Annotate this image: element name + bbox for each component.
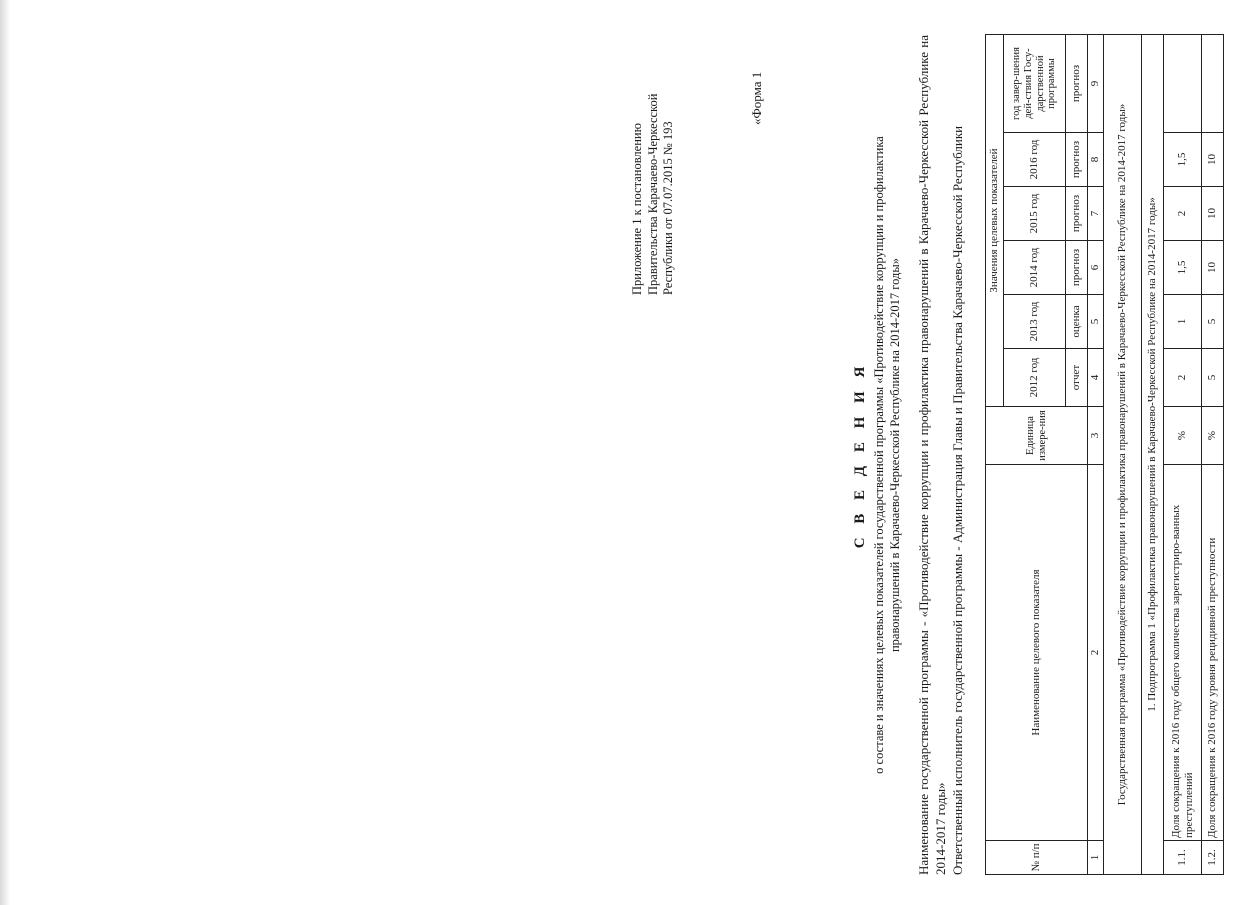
table-row bbox=[1164, 35, 1202, 875]
table-row bbox=[1202, 35, 1224, 875]
row-value-2013: 1 bbox=[1164, 295, 1202, 349]
row-value-2015: 2 bbox=[1164, 187, 1202, 241]
column-number: 2 bbox=[1088, 465, 1104, 841]
header-number: № п/п bbox=[986, 841, 1088, 875]
header-indicator-name: Наименование целевого показателя bbox=[986, 465, 1088, 841]
row-value-2014: 10 bbox=[1202, 241, 1224, 295]
row-indicator-name: Доля сокращения к 2016 году уровня рецидивной преступности bbox=[1202, 465, 1224, 841]
header-values: Значения целевых показателей bbox=[986, 35, 1004, 407]
row-value-2014: 1,5 bbox=[1164, 241, 1202, 295]
header-estimate-type: оценка bbox=[1066, 295, 1088, 349]
program-name: Наименование государственной программы - «Противодействие коррупции и профилактика правонарушений в Карачаево-Черкесской Республике на 2014-2017 годы» bbox=[916, 35, 948, 875]
header-year-2016: 2016 год bbox=[1004, 133, 1066, 187]
column-number: 3 bbox=[1088, 407, 1104, 465]
row-value-completion bbox=[1202, 35, 1224, 133]
row-unit: % bbox=[1202, 407, 1224, 465]
form-label: «Форма 1 bbox=[749, 71, 764, 125]
row-unit: % bbox=[1164, 407, 1202, 465]
header-year-2015: 2015 год bbox=[1004, 187, 1066, 241]
header-year-2014: 2014 год bbox=[1004, 241, 1066, 295]
indicators-table bbox=[985, 34, 1224, 875]
subprogram-row bbox=[1142, 35, 1164, 875]
row-value-2016: 10 bbox=[1202, 133, 1224, 187]
header-completion-year: год завер-шения дей-ствия Госу-дарственной программы bbox=[1004, 35, 1066, 133]
column-number: 4 bbox=[1088, 349, 1104, 407]
row-value-2012: 5 bbox=[1202, 349, 1224, 407]
row-value-2015: 10 bbox=[1202, 187, 1224, 241]
column-number: 1 bbox=[1088, 841, 1104, 875]
column-number: 5 bbox=[1088, 295, 1104, 349]
column-number: 9 bbox=[1088, 35, 1104, 133]
responsible-executor: Ответственный исполнитель государственной программы - Администрация Главы и Правительства Карачаево-Черкесской Республики bbox=[949, 125, 965, 875]
column-number: 7 bbox=[1088, 187, 1104, 241]
header-year-2013: 2013 год bbox=[1004, 295, 1066, 349]
annex-line-3: Республики от 07.07.2015 № 193 bbox=[661, 121, 676, 295]
header-estimate-type: прогноз bbox=[1066, 35, 1088, 133]
row-value-completion bbox=[1164, 35, 1202, 133]
document-subtitle: о составе и значениях целевых показателей государственной программы «Противодействие коррупции и профилактика правонарушений в Карачаево-Черкесской Республике на 2014-2017 годы» bbox=[872, 136, 902, 774]
row-indicator-name: Доля сокращения к 2016 году общего количества зарегистриро-ванных преступлений bbox=[1164, 465, 1202, 841]
annex-line-1: Приложение 1 к постановлению bbox=[630, 123, 644, 295]
header-estimate-type: прогноз bbox=[1066, 187, 1088, 241]
annex-line-2: Правительства Карачаево-Черкесской bbox=[645, 93, 660, 295]
row-number: 1.1. bbox=[1164, 841, 1202, 875]
row-value-2016: 1,5 bbox=[1164, 133, 1202, 187]
program-meta bbox=[916, 35, 967, 875]
column-number: 6 bbox=[1088, 241, 1104, 295]
document-title: С В Е Д Е Н И Я bbox=[852, 361, 868, 549]
header-unit: Единица измере-ния bbox=[986, 407, 1088, 465]
rotated-document-page bbox=[630, 15, 1250, 895]
program-title-cell: Государственная программа «Противодействие коррупции и профилактика правонарушений в Карачаево-Черкесской Республике на 2014-2017 годы» bbox=[1104, 35, 1142, 875]
header-estimate-type: прогноз bbox=[1066, 133, 1088, 187]
row-number: 1.2. bbox=[1202, 841, 1224, 875]
header-year-2012: 2012 год bbox=[1004, 349, 1066, 407]
program-row bbox=[1104, 35, 1142, 875]
row-value-2013: 5 bbox=[1202, 295, 1224, 349]
column-number-row bbox=[1088, 35, 1104, 875]
annex-reference bbox=[630, 35, 677, 295]
header-estimate-type: отчет bbox=[1066, 349, 1088, 407]
subprogram-title-cell: 1. Подпрограмма 1 «Профилактика правонарушений в Карачаево-Черкесской Республике на 2014-2017 годы» bbox=[1142, 35, 1164, 875]
header-estimate-type: прогноз bbox=[1066, 241, 1088, 295]
scan-edge-shadow bbox=[0, 0, 10, 905]
row-value-2012: 2 bbox=[1164, 349, 1202, 407]
column-number: 8 bbox=[1088, 133, 1104, 187]
